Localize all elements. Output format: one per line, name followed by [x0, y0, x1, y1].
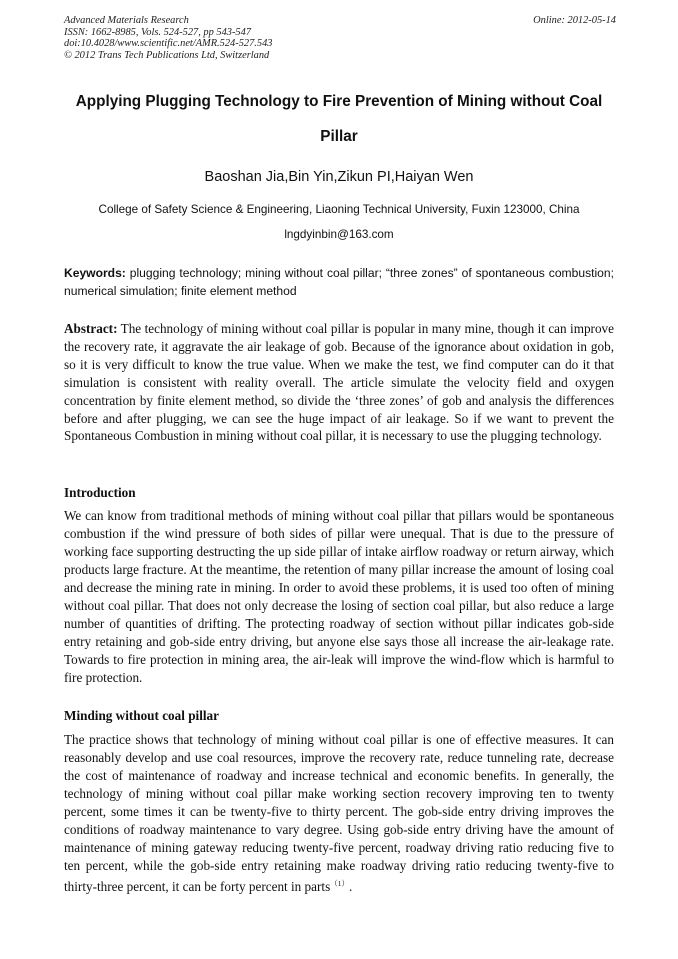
- authors: Baoshan Jia,Bin Yin,Zikun PI,Haiyan Wen: [204, 169, 474, 185]
- sentence-end: .: [348, 879, 353, 894]
- keywords-block: [64, 264, 614, 300]
- abstract-block: [64, 320, 614, 445]
- journal-name: Advanced Materials Research: [64, 15, 189, 26]
- online-date: Online: 2012-05-14: [533, 15, 616, 26]
- section-body-mining-without-pillar: [64, 731, 614, 896]
- abstract-label: Abstract:: [64, 321, 118, 336]
- abstract-text: The technology of mining without coal pillar is popular in many mine, though it can improve the recovery rate, it aggravate the air leakage of gob. Because of the ignorance about oxidation in gob, so it is very difficult to know the true value. When we make the test, we find computer can do it that simulation is consistent with reality overall. The article simulate the velocity field and oxygen concentration by finite element method, so divide the ‘three zones’ of gob and analysis the differences before and after plugging, we can see the huge impact of air leakage. So if we want to prevent the Spontaneous Combustion in mining without coal pillar, it is necessary to use the plugging technology.: [64, 321, 614, 444]
- keywords-text: plugging technology; mining without coal pillar; “three zones” of spontaneous combustion; numerical simulation; finite element method: [64, 266, 614, 298]
- keywords-label: Keywords:: [64, 266, 126, 280]
- author-email: lngdyinbin@163.com: [284, 228, 394, 241]
- issn-line: ISSN: 1662-8985, Vols. 524-527, pp 543-547: [64, 26, 252, 38]
- section-body-introduction: We can know from traditional methods of mining without coal pillar that pillars would be spontaneous combustion if the wind pressure of both sides of pillar were unequal. That is due to the pressure of working face supporting destructing the up side pillar of intake airflow roadway or return airway, which products large fracture. At the meantime, the retention of many pillar increase the amount of losing coal and decrease the mining rate in mining. In order to avoid these problems, it is used too often of mining without coal pillar. That does not only decrease the losing of section coal pillar, but also reduce a large number of quantities of drifting. The protecting roadway of section without pillar indicates gob-side entry retaining and gob-side entry driving, but anyone else says those all increase the air-leakage rate. Towards to fire protection in mining area, the air-leak will improve the wind-flow which is harmful to fire protection.: [64, 508, 614, 685]
- section-body-text: The practice shows that technology of mining without coal pillar is one of effective measures. It can reasonably develop and use coal resources, improve the recovery rate, reduce tunneling rate, decrease the cost of maintenance of roadway and increase technical and economic benefits. In generally, the technology of mining without coal pillar make working section recovery improving ten to twenty percent, some times it can be twenty-five to thirty percent. The gob-side entry driving improves the conditions of roadway maintenance to vary degree. Using gob-side entry driving have the amount of maintenance of mining gateway reducing twenty-five percent, roadway driving ratio reducing five to ten percent, while the gob-side entry retaining make roadway driving ratio reducing twenty-five to thirty-three percent, it can be forty percent in parts: [64, 732, 614, 894]
- section-heading-introduction: Introduction: [64, 485, 136, 500]
- paper-title: Applying Plugging Technology to Fire Prevention of Mining without Coal Pillar: [75, 93, 603, 145]
- copyright-line: © 2012 Trans Tech Publications Ltd, Switzerland: [64, 49, 270, 61]
- citation-marker: （1）: [330, 879, 349, 888]
- journal-header: [64, 15, 616, 61]
- section-heading-mining-without-pillar: Minding without coal pillar: [64, 708, 219, 723]
- doi-line: doi:10.4028/www.scientific.net/AMR.524-527.543: [64, 38, 273, 50]
- affiliation: College of Safety Science & Engineering, Liaoning Technical University, Fuxin 123000, China: [98, 203, 580, 216]
